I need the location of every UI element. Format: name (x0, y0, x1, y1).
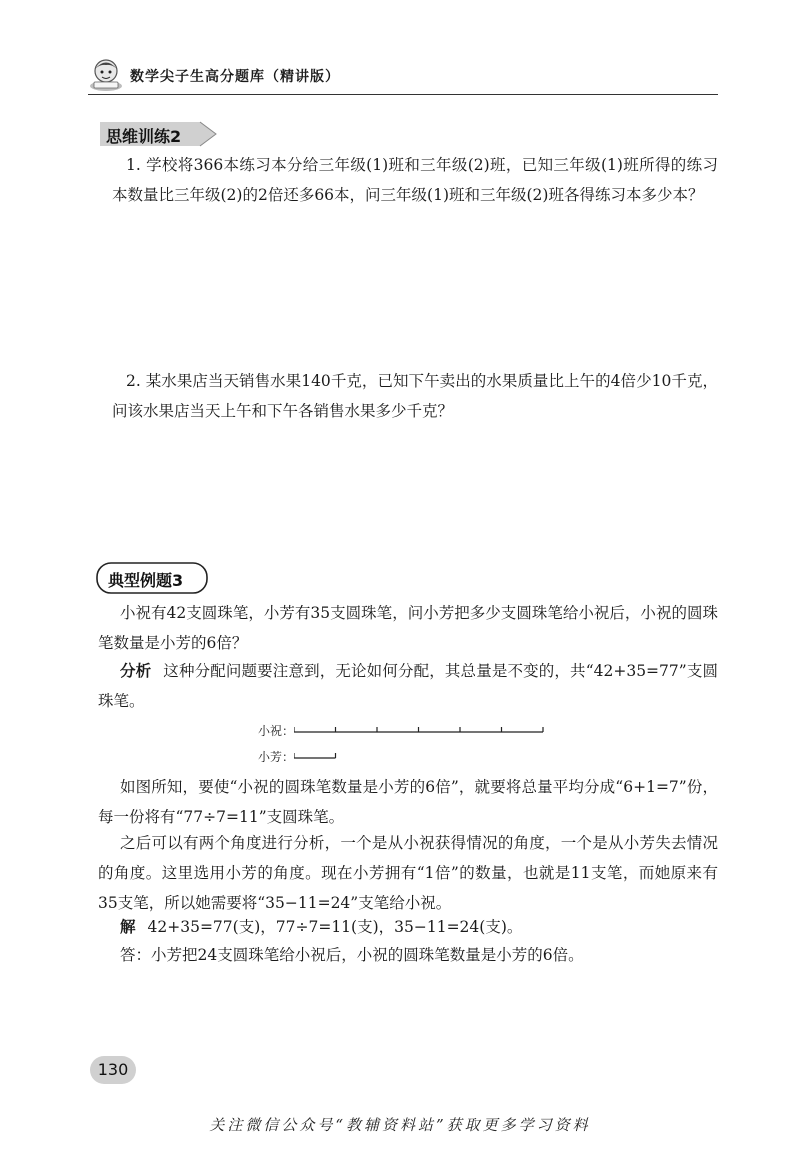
diagram-label-xiaofang: 小芳： (258, 750, 295, 764)
diagram-bar-xiaozhu (294, 727, 543, 732)
solution-label: 解 (120, 918, 136, 936)
analysis-text: 这种分配问题要注意到，无论如何分配，其总量是不变的，共“42+35=77”支圆珠笔。 (98, 662, 718, 710)
header-divider (88, 94, 718, 95)
analysis-paragraph (98, 656, 718, 716)
section2-tag-label: 典型例题3 (108, 571, 184, 590)
solution-text: 42+35=77(支)，77÷7=11(支)，35−11=24(支)。 (147, 918, 523, 936)
solution-paragraph (98, 912, 718, 942)
section1-tag-label: 思维训练2 (106, 127, 182, 146)
explanation-paragraph-1: 如图所知，要使“小祝的圆珠笔数量是小芳的6倍”，就要将总量平均分成“6+1=7”份，每一份将有“77÷7=11”支圆珠笔。 (98, 778, 718, 826)
answer-paragraph: 答：小芳把24支圆珠笔给小祝后，小祝的圆珠笔数量是小芳的6倍。 (120, 946, 584, 964)
question-1: 1. 学校将366本练习本分给三年级(1)班和三年级(2)班，已知三年级(1)班所得的练习本数量比三年级(2)的2倍还多66本，问三年级(1)班和三年级(2)班各得练习本多少本？ (112, 156, 718, 204)
analysis-label: 分析 (120, 662, 152, 680)
segment-diagram (294, 722, 554, 762)
diagram-label-xiaozhu: 小祝： (258, 724, 295, 738)
diagram-bar-xiaofang (294, 753, 336, 758)
example-problem: 小祝有42支圆珠笔，小芳有35支圆珠笔，问小芳把多少支圆珠笔给小祝后，小祝的圆珠笔数量是小芳的6倍？ (98, 604, 718, 652)
explanation-paragraph-2: 之后可以有两个角度进行分析，一个是从小祝获得情况的角度，一个是从小芳失去情况的角度。这里选用小芳的角度。现在小芳拥有“1倍”的数量，也就是11支笔，而她原来有35支笔，所以她需要将“35−11=24”支笔给小祝。 (98, 834, 718, 912)
footer-note: 关注微信公众号“教辅资料站”获取更多学习资料 (209, 1116, 591, 1134)
question-2: 2. 某水果店当天销售水果140千克，已知下午卖出的水果质量比上午的4倍少10千克，问该水果店当天上午和下午各销售水果多少千克？ (112, 372, 718, 420)
page-number: 130 (97, 1060, 129, 1079)
book-title: 数学尖子生高分题库（精讲版） (130, 69, 340, 85)
mascot-logo-icon (88, 56, 124, 92)
